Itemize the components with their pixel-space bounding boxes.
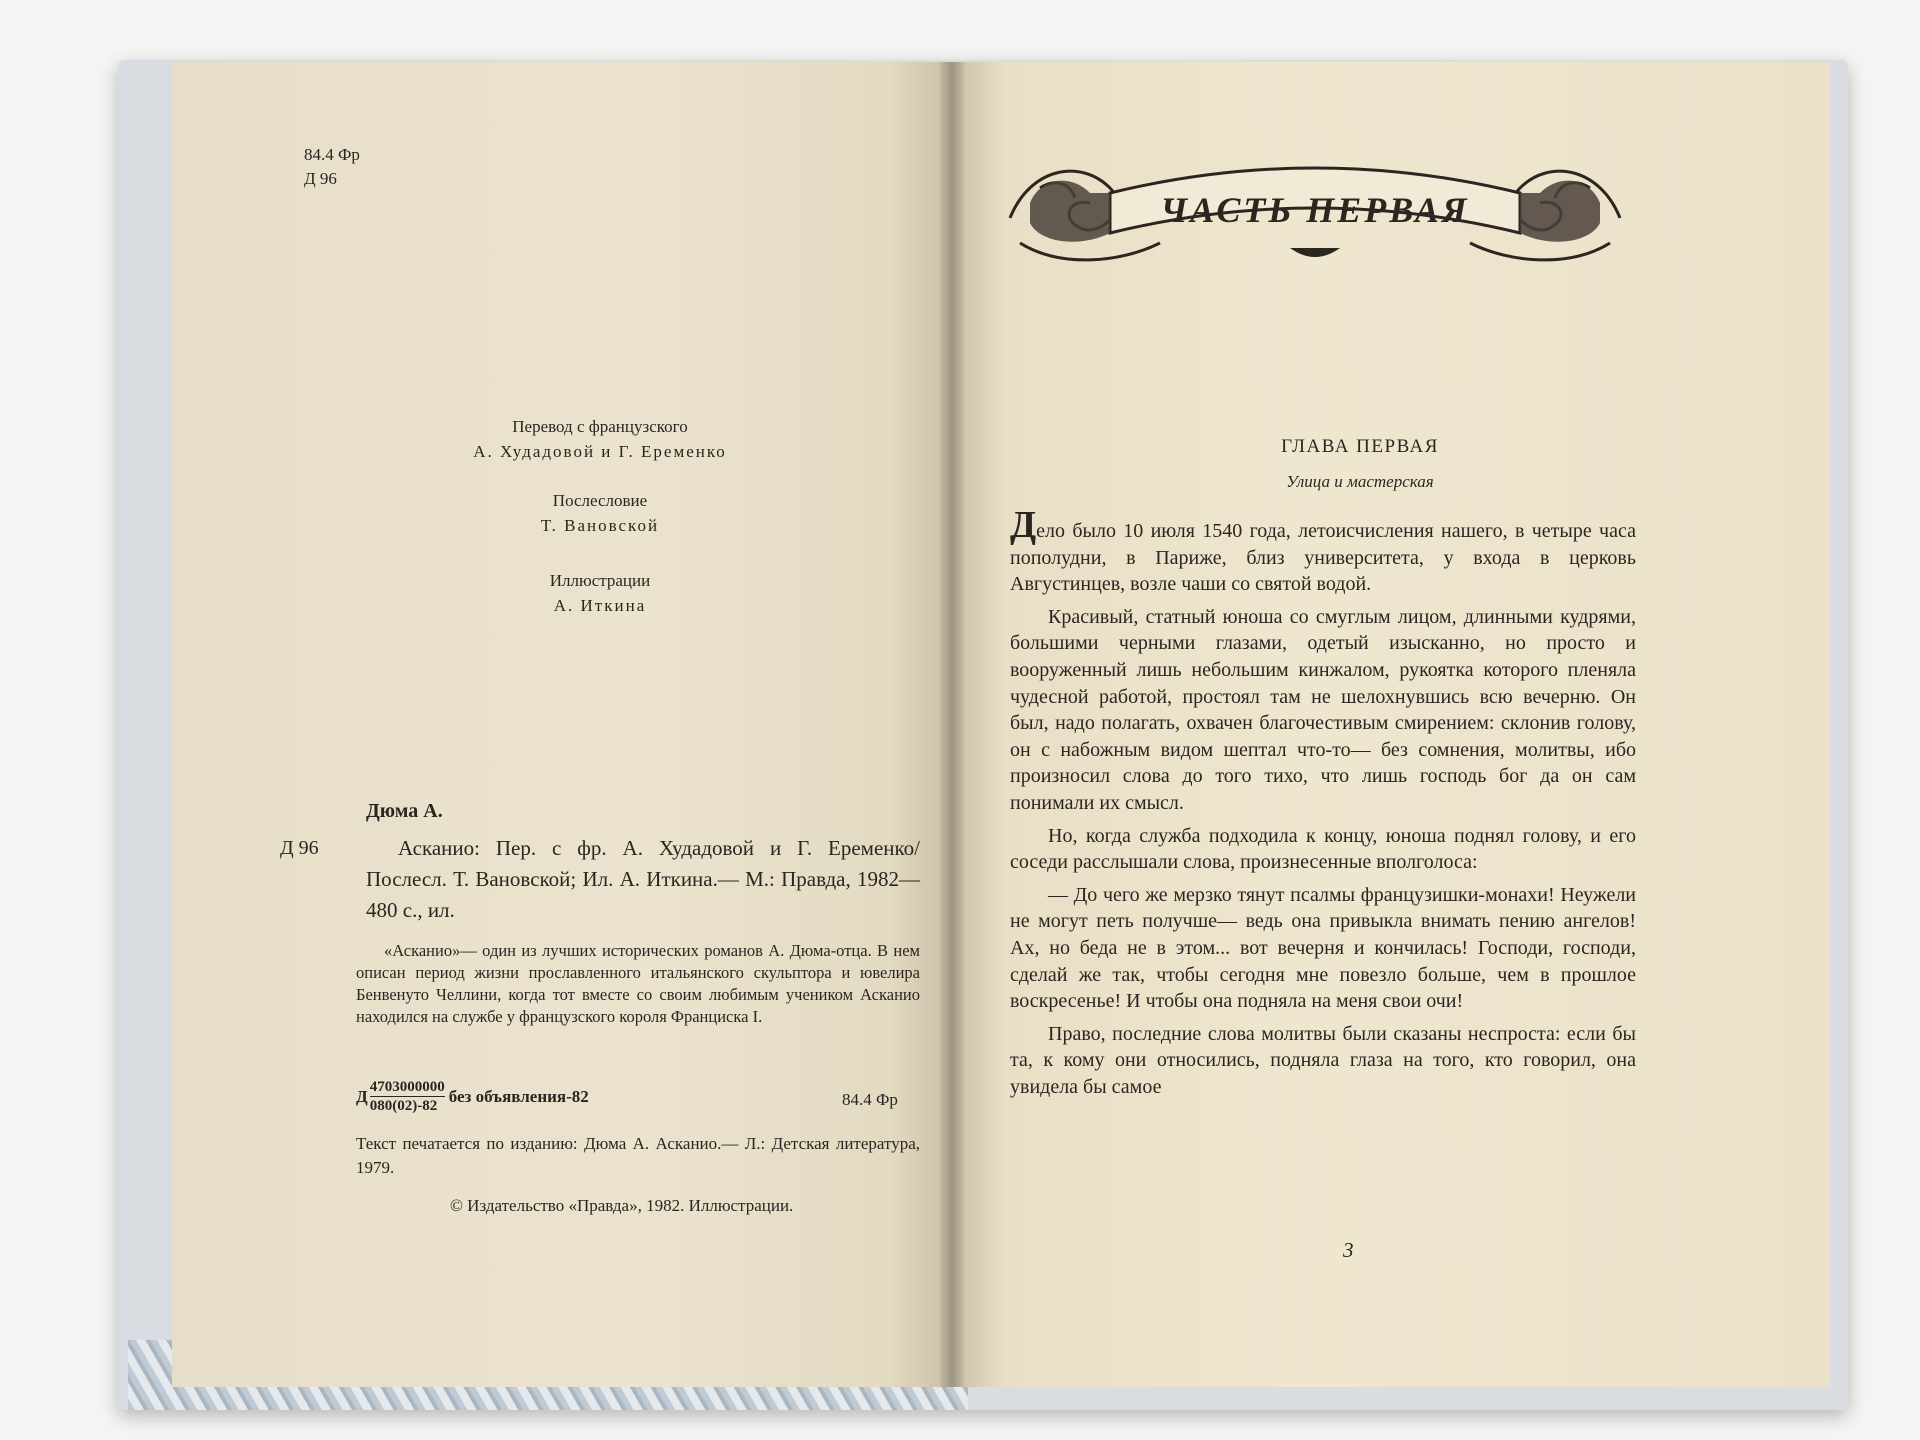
afterword-author: Т. Вановской	[540, 516, 660, 535]
translation-credits	[420, 414, 780, 464]
paragraph-1-text: ело было 10 июля 1540 года, летоисчисления нашего, в четыре часа пополудни, в Париже, близ университета, у входа в церковь Августинцев, возле чаши со святой водой.	[1010, 520, 1636, 596]
source-note: Текст печатается по изданию: Дюма А. Асканио.— Л.: Детская литература, 1979.	[356, 1134, 920, 1177]
code-numerator: 4703000000	[369, 1079, 445, 1095]
annotation: «Асканио»— один из лучших исторических романов А. Дюма-отца. В нем описан период жизни прославленного итальянского скульптора и ювелира Бенвенуто Челлини, когда тот вместе со своим любимым учеником Асканио находился на службе у французского короля Франциска I.	[356, 941, 920, 1026]
illustration-credits	[420, 568, 780, 618]
afterword-label: Послесловие	[552, 491, 648, 510]
book-spine	[940, 62, 964, 1387]
code-prefix: Д	[356, 1086, 368, 1106]
classification-code: 84.4 Фр	[842, 1090, 898, 1109]
chapter-banner-ornament	[1000, 148, 1630, 270]
code-denominator: 080(02)-82	[369, 1098, 438, 1114]
chapter-title: ГЛАВА ПЕРВАЯ	[1281, 436, 1439, 457]
illustrations-label: Иллюстрации	[549, 571, 651, 590]
left-page	[172, 62, 952, 1387]
library-code: 84.4 Фр	[304, 145, 360, 164]
code-fraction	[370, 1078, 445, 1115]
page-number: 3	[1343, 1238, 1354, 1262]
paragraph-3: Но, когда служба подходила к концу, юноша поднял голову, и его соседи расслышали слова, произнесенные вполголоса:	[1010, 824, 1636, 874]
copyright-line: © Издательство «Правда», 1982. Иллюстрации.	[450, 1196, 794, 1215]
library-code-block	[304, 143, 360, 191]
publication-code	[356, 1078, 589, 1115]
translators: А. Худадовой и Г. Еременко	[473, 442, 727, 461]
catalog-entry: Асканио: Пер. с фр. А. Худадовой и Г. Еременко/ Послесл. Т. Вановской; Ил. А. Иткина.— М.: Правда, 1982— 480 с., ил.	[366, 836, 920, 922]
chapter-body	[1010, 504, 1636, 1106]
catalog-author: Дюма А.	[366, 800, 443, 822]
paragraph-2: Красивый, статный юноша со смуглым лицом, длинными кудрями, большими черными глазами, одетый изысканно, но просто и вооруженный лишь небольшим кинжалом, рукоятка которого пленяла чудесной работой, простоял там не шелохнувшись всю вечерню. Он был, надо полагать, охвачен благочестивым смирением: склонив голову, он с набожным видом шептал что-то— без сомнения, молитвы, ибо произносил слова до того тихо, что лишь господь бог да он сам понимали их смысл.	[1010, 605, 1636, 814]
code-suffix: без объявления-82	[448, 1086, 589, 1106]
author-sign: Д 96	[304, 169, 337, 188]
chapter-subtitle: Улица и мастерская	[1286, 472, 1434, 491]
paragraph-4: — До чего же мерзко тянут псалмы французишки-монахи! Неужели не могут петь получше— ведь она привыкла внимать пению ангелов! Ах, но беда не в этом... вот вечерня и кончилась! Господи, господи, сделай же так, чтобы сегодня мне повезло больше, чем в прошлое воскресенье! И чтобы она подняла на меня свои очи!	[1010, 883, 1636, 1013]
paragraph-1	[1010, 504, 1636, 598]
paragraph-5: Право, последние слова молитвы были сказаны неспроста: если бы та, к кому они относились, подняла глаза на того, кто говорил, она увидела бы самое	[1010, 1022, 1636, 1098]
illustrator: А. Иткина	[553, 596, 647, 615]
translation-label: Перевод с французского	[512, 417, 688, 436]
banner-text: ЧАСТЬ ПЕРВАЯ	[1160, 190, 1470, 230]
drop-cap: Д	[1010, 504, 1037, 546]
afterword-credits	[420, 488, 780, 538]
catalog-sign: Д 96	[280, 837, 319, 859]
